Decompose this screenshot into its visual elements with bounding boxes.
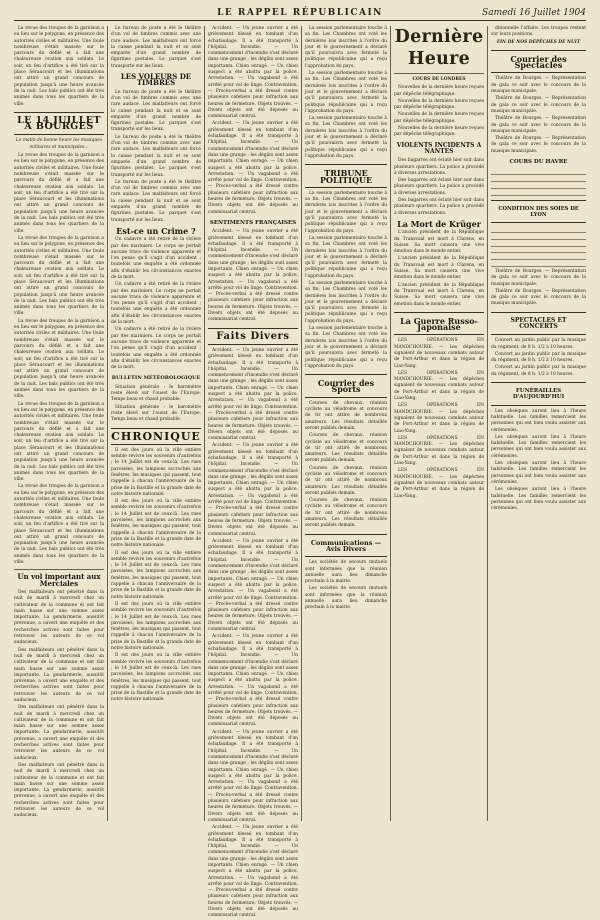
article-text: Accident. — Un jeune ouvrier a été grièvement blessé en tombant d'un échafaudage. Il a été transporté à l'hôpital. Incendie. — Un commencement d'incendie s'est déclaré dans une grange ; les dégâts sont assez importants. Chien enragé. — Un chien suspect a été abattu par la police. Arrestation. — Un vagabond a été arrêté pour vol de linge. Contravention. — Procès-verbal a été dressé contre plusieurs cafetiers pour infraction aux heures de fermeture. Objets trouvés. — Divers objets ont été déposés au commissariat central. bbox=[208, 347, 298, 442]
article-text: Des malfaiteurs ont pénétré dans la nuit de mardi à mercredi chez un cultivateur de la commune et ont fait main basse sur une somme assez importante. La gendarmerie, aussitôt prévenue, a ouvert une enquête et des recherches actives sont faites pour retrouver les auteurs de ce vol audacieux. bbox=[14, 705, 104, 761]
divider bbox=[14, 569, 104, 570]
article-text: Théâtre de Bourges. — Représentation de gala ce soir avec le concours de la musique municipale. bbox=[491, 116, 586, 134]
article-text: Des malfaiteurs ont pénétré dans la nuit de mardi à mercredi chez un cultivateur de la commune et ont fait main basse sur une somme assez importante. La gendarmerie, aussitôt prévenue, a ouvert une enquête et des recherches actives sont faites pour retrouver les auteurs de ce vol audacieux. bbox=[14, 762, 104, 819]
article-text: Nouvelles de la dernière heure reçues par dépêche télégraphique. bbox=[394, 126, 484, 138]
silk-table bbox=[491, 226, 586, 267]
article-text: L'ancien président de la République du Transvaal est mort à Clarens, en Suisse. Sa mort causera une vive émotion dans le monde entier. bbox=[394, 230, 484, 255]
article-text: Concert au jardin public par la musique du régiment, de 8 h. 1/2 à 10 heures. bbox=[491, 365, 586, 377]
article-title: Faits Divers bbox=[216, 330, 290, 342]
article-text: La revue des troupes de la garnison a eu lieu sur le polygone, en présence des autorités civiles et militaires. Une foule nombreuse s'était massée sur le parcours du défilé et a fait une chaleureuse ovation aux soldats. Le soir, un feu d'artifice a été tiré sur la place Séraucourt et les illuminations ont attiré un grand concours de population jusqu'à une heure avancée de la nuit. Les bals publics ont été très animés dans tous les quartiers de la ville. bbox=[14, 484, 104, 566]
section-subtitle: COURS DE LONDRES bbox=[412, 77, 466, 82]
article-title: VIOLENTS INCIDENTS A NANTES bbox=[396, 141, 482, 155]
article-title: Communications — Avis Divers bbox=[310, 538, 382, 553]
article-text: Accident. — Un jeune ouvrier a été grièvement blessé en tombant d'un échafaudage. Il a été transporté à l'hôpital. Incendie. — Un commencement d'incendie s'est déclaré dans une grange ; les dégâts sont assez importants. Chien enragé. — Un chien suspect a été abattu par la police. Arrestation. — Un vagabond a été arrêté pour vol de linge. Contravention. — Procès-verbal a été dressé contre plusieurs cafetiers pour infraction aux heures de fermeture. Objets trouvés. — Divers objets ont été déposés au commissariat central. bbox=[208, 229, 298, 323]
article-title: LE 14 JUILLET A BOURGES bbox=[17, 114, 101, 133]
article-text: La session parlementaire touche à sa fin. Les Chambres ont voté les dernières lois inscrites à l'ordre du jour et le gouvernement a déclaré qu'il poursuivra avec fermeté la politique républicaine qui a reçu l'approbation du pays. bbox=[305, 190, 387, 234]
article-text: La session parlementaire touche à sa fin. Les Chambres ont voté les dernières lois inscrites à l'ordre du jour et le gouvernement a déclaré qu'il poursuivra avec fermeté la politique républicaine qui a reçu l'approbation du pays. bbox=[305, 26, 387, 69]
article-text: Les obsèques auront lieu à l'heure habituelle. Les familles remercient les personnes qui ont bien voulu assister aux cérémonies. bbox=[491, 487, 586, 512]
article-title-box bbox=[111, 428, 201, 445]
article-text: Courses de chevaux, réunion cycliste au vélodrome et concours de tir ont attiré de nombreux amateurs. Les résultats détaillés seront publiés demain. bbox=[305, 498, 387, 529]
article-title: Courrier des Sports bbox=[317, 378, 375, 395]
column-rule bbox=[390, 26, 391, 821]
article-text: Accident. — Un jeune ouvrier a été grièvement blessé en tombant d'un échafaudage. Il a été transporté à l'hôpital. Incendie. — Un commencement d'incendie s'est déclaré dans une grange ; les dégâts sont assez importants. Chien enragé. — Un chien suspect a été abattu par la police. Arrestation. — Un vagabond a été arrêté pour vol de linge. Contravention. — Procès-verbal a été dressé contre plusieurs cafetiers pour infraction aux heures de fermeture. Objets trouvés. — Divers objets ont été déposés au commissariat central. bbox=[208, 443, 298, 537]
article-text: Il est des jours où la ville entière semble revivre les souvenirs d'autrefois ; le 14 Juillet est de ceux-là. Les rues pavoisées, les lampions accrochés aux fenêtres, les musiques qui passent, tout rappelle à chacun l'anniversaire de la prise de la Bastille et la grande date de notre histoire nationale. bbox=[111, 653, 201, 703]
article-text: Accident. — Un jeune ouvrier a été grièvement blessé en tombant d'un échafaudage. Il a été transporté à l'hôpital. Incendie. — Un commencement d'incendie s'est déclaré dans une grange ; les dégâts sont assez importants. Chien enragé. — Un chien suspect a été abattu par la police. Arrestation. — Un vagabond a été arrêté pour vol de linge. Contravention. — Procès-verbal a été dressé contre plusieurs cafetiers pour infraction aux heures de fermeture. Objets trouvés. — Divers objets ont été déposés au commissariat central. bbox=[208, 634, 298, 728]
article-text: LES OPÉRATIONS EN MANDCHOURIE. — Les dépêches signalent de nouveaux combats autour de Port-Arthur et dans la région de Liao-Yang. bbox=[394, 468, 484, 499]
article-text: Théâtre de Bourges. — Représentation de gala ce soir avec le concours de la musique municipale. bbox=[491, 268, 586, 287]
article-title-box bbox=[305, 164, 387, 188]
article-text: Concert au jardin public par la musique du régiment, de 8 h. 1/2 à 10 heures. bbox=[491, 338, 586, 350]
column-1 bbox=[14, 26, 104, 821]
article-text: L'ancien président de la République du Transvaal est mort à Clarens, en Suisse. Sa mort causera une vive émotion dans le monde entier. bbox=[394, 256, 484, 281]
article-text: Les sociétés de secours mutuels sont informées que la réunion annuelle aura lieu dimanche prochain à la mairie. bbox=[305, 560, 387, 585]
article-text: Nouvelles de la dernière heure reçues par dépêche télégraphique. bbox=[394, 85, 484, 97]
article-title: CONDITION DES SOIES DE LYON bbox=[498, 205, 579, 218]
article-title: TRIBUNE POLITIQUE bbox=[319, 168, 373, 185]
article-text: Nouvelles de la dernière heure reçues par dépêche télégraphique. bbox=[394, 112, 484, 124]
article-title-box bbox=[394, 312, 484, 336]
article-title: CHRONIQUE bbox=[111, 429, 201, 443]
issue-date: Samedi 16 Juillet 1904 bbox=[482, 8, 586, 18]
article-text: Théâtre de Bourges. — Représentation de gala ce soir avec le concours de la musique municipale. bbox=[491, 136, 586, 154]
column-2 bbox=[111, 26, 201, 821]
article-text: LES OPÉRATIONS EN MANDCHOURIE. — Les dépêches signalent de nouveaux combats autour de Port-Arthur et dans la région de Liao-Yang. bbox=[394, 403, 484, 434]
article-title: Est-ce un Crime ? bbox=[116, 225, 196, 236]
article-text: La session parlementaire touche à sa fin. Les Chambres ont voté les dernières lois inscrites à l'ordre du jour et le gouvernement a déclaré qu'il poursuivra avec fermeté la politique républicaine qui a reçu l'approbation du pays. bbox=[305, 326, 387, 369]
article-text: Théâtre de Bourges. — Représentation de gala ce soir avec le concours de la musique municipale. bbox=[491, 96, 586, 114]
article-text: Nouvelles de la dernière heure reçues par dépêche télégraphique. bbox=[394, 98, 484, 111]
article-text: Les obsèques auront lieu à l'heure habituelle. Les familles remercient les personnes qui ont bien voulu assister aux cérémonies. bbox=[491, 434, 586, 459]
article-text: Il est des jours où la ville entière semble revivre les souvenirs d'autrefois ; le 14 Juillet est de ceux-là. Les rues pavoisées, les lampions accrochés aux fenêtres, les musiques qui passent, tout rappelle à chacun l'anniversaire de la prise de la Bastille et la grande date de notre histoire nationale. bbox=[111, 550, 201, 600]
article-title: FUNÉRAILLES D'AUJOURD'HUI bbox=[512, 388, 565, 401]
article-title-box bbox=[491, 382, 586, 406]
article-title-box bbox=[305, 374, 387, 398]
article-text: La session parlementaire touche à sa fin. Les Chambres ont voté les dernières lois inscrites à l'ordre du jour et le gouvernement a déclaré qu'il poursuivra avec fermeté la politique républicaine qui a reçu l'approbation du pays. bbox=[305, 71, 387, 114]
masthead bbox=[14, 6, 586, 21]
article-text: La session parlementaire touche à sa fin. Les Chambres ont voté les dernières lois inscrites à l'ordre du jour et le gouvernement a déclaré qu'il poursuivra avec fermeté la politique républicaine qui a reçu l'approbation du pays. bbox=[305, 280, 387, 324]
article-text: Courses de chevaux, réunion cycliste au vélodrome et concours de tir ont attiré de nombreux amateurs. Les résultats détaillés seront publiés demain. bbox=[305, 465, 387, 496]
article-text: Un cadavre a été retiré de la rivière par des mariniers. Le corps ne portait aucune trace de violence apparente et l'on pense qu'il s'agit d'un accident ; toutefois une enquête a été ordonnée afin d'établir les circonstances exactes de la mort. bbox=[111, 282, 201, 326]
divider bbox=[394, 73, 484, 74]
article-text: Courses de chevaux, réunion cycliste au vélodrome et concours de tir ont attiré de nombreux amateurs. Les résultats détaillés seront publiés demain. bbox=[305, 433, 387, 464]
article-text: La revue des troupes de la garnison a eu lieu sur le polygone, en présence des autorités civiles et militaires. Une foule nombreuse s'était massée sur le parcours du défilé et a fait une chaleureuse ovation aux soldats. Le soir, un feu d'artifice a été tiré sur la place Séraucourt et les illuminations ont attiré un grand concours de population jusqu'à une heure avancée de la nuit. Les bals publics ont été très animés dans tous les quartiers de la ville. bbox=[14, 26, 104, 107]
article-title-box bbox=[14, 112, 104, 136]
article-title: SPECTACLES ET CONCERTS bbox=[510, 316, 567, 330]
article-text: Un cadavre a été retiré de la rivière par des mariniers. Le corps ne portait aucune trace de violence apparente et l'on pense qu'il s'agit d'un accident ; toutefois une enquête a été ordonnée afin d'établir les circonstances exactes de la mort. bbox=[111, 237, 201, 280]
column-rule bbox=[301, 26, 302, 821]
article-text: La revue des troupes de la garnison a eu lieu sur le polygone, en présence des autorités civiles et militaires. Une foule nombreuse s'était massée sur le parcours du défilé et a fait une chaleureuse ovation aux soldats. Le soir, un feu d'artifice a été tiré sur la place Séraucourt et les illuminations ont attiré un grand concours de population jusqu'à une heure avancée de la nuit. Les bals publics ont été très animés dans tous les quartiers de la ville. bbox=[14, 153, 104, 234]
article-text: Des malfaiteurs ont pénétré dans la nuit de mardi à mercredi chez un cultivateur de la commune et ont fait main basse sur une somme assez importante. La gendarmerie, aussitôt prévenue, a ouvert une enquête et des recherches actives sont faites pour retrouver les auteurs de ce vol audacieux. bbox=[14, 589, 104, 646]
article-title: COURS DU HAVRE bbox=[509, 159, 568, 166]
column-rule bbox=[204, 26, 205, 821]
article-title: Courrier des Spectacles bbox=[510, 53, 567, 71]
newspaper-title: LE RAPPEL RÉPUBLICAIN bbox=[217, 8, 383, 18]
article-text: Le bureau de poste a été le théâtre d'un vol de timbres commis avec une rare audace. Les malfaiteurs ont forcé la caisse pendant la nuit et se sont emparés d'un grand nombre de figurines postales. Le parquet s'est transporté sur les lieux. bbox=[111, 134, 201, 178]
article-text: Des malfaiteurs ont pénétré dans la nuit de mardi à mercredi chez un cultivateur de la commune et ont fait main basse sur une somme assez importante. La gendarmerie, aussitôt prévenue, a ouvert une enquête et des recherches actives sont faites pour retrouver les auteurs de ce vol audacieux. bbox=[14, 647, 104, 703]
article-text: Situation générale : le baromètre reste élevé sur l'ouest de l'Europe. Temps beau et chaud probable. bbox=[111, 384, 201, 403]
article-text: LES OPÉRATIONS EN MANDCHOURIE. — Les dépêches signalent de nouveaux combats autour de Port-Arthur et dans la région de Liao-Yang. bbox=[394, 435, 484, 467]
late-news-title: Dernière Heure bbox=[394, 27, 484, 69]
article-title: BULLETIN MÉTÉOROLOGIQUE bbox=[111, 375, 201, 382]
article-text: L'ancien président de la République du Transvaal est mort à Clarens, en Suisse. Sa mort causera une vive émotion dans le monde entier. bbox=[394, 282, 484, 307]
article-text: Accident. — Un jeune ouvrier a été grièvement blessé en tombant d'un échafaudage. Il a été transporté à l'hôpital. Incendie. — Un commencement d'incendie s'est déclaré dans une grange ; les dégâts sont assez importants. Chien enragé. — Un chien suspect a été abattu par la police. Arrestation. — Un vagabond a été arrêté pour vol de linge. Contravention. — Procès-verbal a été dressé contre plusieurs cafetiers pour infraction aux heures de fermeture. Objets trouvés. — Divers objets ont été déposés au commissariat central. bbox=[208, 121, 298, 215]
article-title: La Guerre Russo-Japonaise bbox=[400, 315, 478, 333]
article-text: Le bureau de poste a été le théâtre d'un vol de timbres commis avec une rare audace. Les malfaiteurs ont forcé la caisse pendant la nuit et se sont emparés d'un grand nombre de figurines postales. Le parquet s'est transporté sur les lieux. bbox=[111, 89, 201, 133]
article-text: La session parlementaire touche à sa fin. Les Chambres ont voté les dernières lois inscrites à l'ordre du jour et le gouvernement a déclaré qu'il poursuivra avec fermeté la politique républicaine qui a reçu l'approbation du pays. bbox=[305, 235, 387, 279]
article-text: Il est des jours où la ville entière semble revivre les souvenirs d'autrefois ; le 14 Juillet est de ceux-là. Les rues pavoisées, les lampions accrochés aux fenêtres, les musiques qui passent, tout rappelle à chacun l'anniversaire de la prise de la Bastille et la grande date de notre histoire nationale. bbox=[111, 447, 201, 497]
article-text: Les sociétés de secours mutuels sont informées que la réunion annuelle aura lieu dimanche prochain à la mairie. bbox=[305, 586, 387, 611]
article-text: LES OPÉRATIONS EN MANDCHOURIE. — Les dépêches signalent de nouveaux combats autour de Port-Arthur et dans la région de Liao-Yang. bbox=[394, 338, 484, 369]
article-text: Accident. — Un jeune ouvrier a été grièvement blessé en tombant d'un échafaudage. Il a été transporté à l'hôpital. Incendie. — Un commencement d'incendie s'est déclaré dans une grange ; les dégâts sont assez importants. Chien enragé. — Un chien suspect a été abattu par la police. Arrestation. — Un vagabond a été arrêté pour vol de linge. Contravention. — Procès-verbal a été dressé contre plusieurs cafetiers pour infraction aux heures de fermeture. Objets trouvés. — Divers objets ont été déposés au commissariat central. bbox=[208, 729, 298, 823]
column-6 bbox=[491, 26, 586, 821]
article-title: LES VOLEURS DE TIMBRES bbox=[120, 72, 192, 88]
article-text: Courses de chevaux, réunion cycliste au vélodrome et concours de tir ont attiré de nombreux amateurs. Les résultats détaillés seront publiés demain. bbox=[305, 400, 387, 431]
article-text: Accident. — Un jeune ouvrier a été grièvement blessé en tombant d'un échafaudage. Il a été transporté à l'hôpital. Incendie. — Un commencement d'incendie s'est déclaré dans une grange ; les dégâts sont assez importants. Chien enragé. — Un chien suspect a été abattu par la police. Arrestation. — Un vagabond a été arrêté pour vol de linge. Contravention. — Procès-verbal a été dressé contre plusieurs cafetiers pour infraction aux heures de fermeture. Objets trouvés. — Divers objets ont été déposés au commissariat central. bbox=[208, 26, 298, 120]
article-text: Concert au jardin public par la musique du régiment, de 8 h. 1/2 à 10 heures. bbox=[491, 351, 586, 364]
article-title: La Mort de Krüger bbox=[397, 218, 481, 229]
article-text: LES OPÉRATIONS EN MANDCHOURIE. — Les dépêches signalent de nouveaux combats autour de Port-Arthur et dans la région de Liao-Yang. bbox=[394, 370, 484, 402]
article-text: Situation générale : le baromètre reste élevé sur l'ouest de l'Europe. Temps beau et chaud probable. bbox=[111, 404, 201, 423]
article-text: Les obsèques auront lieu à l'heure habituelle. Les familles remercient les personnes qui ont bien voulu assister aux cérémonies. bbox=[491, 461, 586, 485]
article-text: Théâtre de Bourges. — Représentation de gala ce soir avec le concours de la musique municipale. bbox=[491, 288, 586, 307]
article-title-box bbox=[305, 534, 387, 558]
article-text: Les obsèques auront lieu à l'heure habituelle. Les familles remercient les personnes qui ont bien voulu assister aux cérémonies. bbox=[491, 408, 586, 433]
article-text: Le bureau de poste a été le théâtre d'un vol de timbres commis avec une rare audace. Les malfaiteurs ont forcé la caisse pendant la nuit et se sont emparés d'un grand nombre de figurines postales. Le parquet s'est transporté sur les lieux. bbox=[111, 179, 201, 223]
price-table bbox=[491, 168, 586, 195]
article-text: Il est des jours où la ville entière semble revivre les souvenirs d'autrefois ; le 14 Juillet est de ceux-là. Les rues pavoisées, les lampions accrochés aux fenêtres, les musiques qui passent, tout rappelle à chacun l'anniversaire de la prise de la Bastille et la grande date de notre histoire nationale. bbox=[111, 499, 201, 549]
article-text: La revue des troupes de la garnison a eu lieu sur le polygone, en présence des autorités civiles et militaires. Une foule nombreuse s'était massée sur le parcours du défilé et a fait une chaleureuse ovation aux soldats. Le soir, un feu d'artifice a été tiré sur la place Séraucourt et les illuminations ont attiré un grand concours de population jusqu'à une heure avancée de la nuit. Les bals publics ont été très animés dans tous les quartiers de la ville. bbox=[14, 318, 104, 400]
article-text: La revue des troupes de la garnison a eu lieu sur le polygone, en présence des autorités civiles et militaires. Une foule nombreuse s'était massée sur le parcours du défilé et a fait une chaleureuse ovation aux soldats. Le soir, un feu d'artifice a été tiré sur la place Séraucourt et les illuminations ont attiré un grand concours de population jusqu'à une heure avancée de la nuit. Les bals publics ont été très animés dans tous les quartiers de la ville. bbox=[14, 235, 104, 317]
column-3 bbox=[208, 26, 298, 919]
article-title-box bbox=[491, 50, 586, 74]
article-text: Le bureau de poste a été le théâtre d'un vol de timbres commis avec une rare audace. Les malfaiteurs ont forcé la caisse pendant la nuit et se sont emparés d'un grand nombre de figurines postales. Le parquet s'est transporté sur les lieux. bbox=[111, 26, 201, 69]
column-rule bbox=[107, 26, 108, 821]
article-text: ditionnelle l'affaire. Les troupes restent sur leurs positions. bbox=[491, 26, 586, 38]
article-text: Un cadavre a été retiré de la rivière par des mariniers. Le corps ne portait aucune trace de violence apparente et l'on pense qu'il s'agit d'un accident ; toutefois une enquête a été ordonnée afin d'établir les circonstances exactes de la mort. bbox=[111, 327, 201, 371]
article-text: Théâtre de Bourges. — Représentation de gala ce soir avec le concours de la musique municipale. bbox=[491, 76, 586, 95]
article-text: Il est des jours où la ville entière semble revivre les souvenirs d'autrefois ; le 14 Juillet est de ceux-là. Les rues pavoisées, les lampions accrochés aux fenêtres, les musiques qui passent, tout rappelle à chacun l'anniversaire de la prise de la Bastille et la grande date de notre histoire nationale. bbox=[111, 601, 201, 652]
article-subtitle: Le matin de bonne heure les musiques militaires et municipales... bbox=[15, 138, 103, 150]
article-title-box bbox=[208, 328, 298, 345]
column-5 bbox=[394, 26, 484, 821]
article-text: La session parlementaire touche à sa fin. Les Chambres ont voté les dernières lois inscrites à l'ordre du jour et le gouvernement a déclaré qu'il poursuivra avec fermeté la politique républicaine qui a reçu l'approbation du pays. bbox=[305, 116, 387, 159]
article-text: Accident. — Un jeune ouvrier a été grièvement blessé en tombant d'un échafaudage. Il a été transporté à l'hôpital. Incendie. — Un commencement d'incendie s'est déclaré dans une grange ; les dégâts sont assez importants. Chien enragé. — Un chien suspect a été abattu par la police. Arrestation. — Un vagabond a été arrêté pour vol de linge. Contravention. — Procès-verbal a été dressé contre plusieurs cafetiers pour infraction aux heures de fermeture. Objets trouvés. — Divers objets ont été déposés au commissariat central. bbox=[208, 538, 298, 633]
article-text: Des bagarres ont éclaté hier soir dans plusieurs quartiers. La police a procédé à diverses arrestations. bbox=[394, 158, 484, 176]
article-text: La revue des troupes de la garnison a eu lieu sur le polygone, en présence des autorités civiles et militaires. Une foule nombreuse s'était massée sur le parcours du défilé et a fait une chaleureuse ovation aux soldats. Le soir, un feu d'artifice a été tiré sur la place Séraucourt et les illuminations ont attiré un grand concours de population jusqu'à une heure avancée de la nuit. Les bals publics ont été très animés dans tous les quartiers de la ville. bbox=[14, 401, 104, 483]
article-title-box bbox=[491, 200, 586, 224]
article-title: Un vol important aux Merciales bbox=[17, 572, 101, 588]
article-title-box bbox=[491, 312, 586, 336]
section-subtitle: FIN DE NOS DÉPÊCHES DE NUIT bbox=[496, 39, 581, 45]
article-text: Des bagarres ont éclaté hier soir dans plusieurs quartiers. La police a procédé à diverses arrestations. bbox=[394, 178, 484, 196]
article-title: SENTIMENTS FRANÇAISES bbox=[209, 219, 297, 226]
column-rule bbox=[487, 26, 488, 821]
article-text: Accident. — Un jeune ouvrier a été grièvement blessé en tombant d'un échafaudage. Il a été transporté à l'hôpital. Incendie. — Un commencement d'incendie s'est déclaré dans une grange ; les dégâts sont assez importants. Chien enragé. — Un chien suspect a été abattu par la police. Arrestation. — Un vagabond a été arrêté pour vol de linge. Contravention. — Procès-verbal a été dressé contre plusieurs cafetiers pour infraction aux heures de fermeture. Objets trouvés. — Divers objets ont été déposés au commissariat central. bbox=[208, 825, 298, 919]
column-4 bbox=[305, 26, 387, 821]
article-text: Des bagarres ont éclaté hier soir dans plusieurs quartiers. La police a procédé à diverses arrestations. bbox=[394, 198, 484, 216]
